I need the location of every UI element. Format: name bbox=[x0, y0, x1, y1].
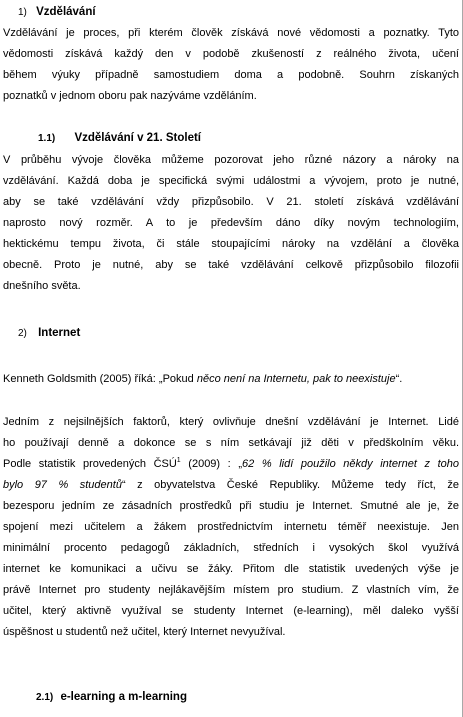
section-heading-1 bbox=[18, 2, 463, 23]
text-line: V průběhu vývoje člověka můžeme pozorovat jeho různé názory a nároky na bbox=[3, 154, 459, 166]
text-line bbox=[3, 369, 459, 390]
section-heading-2 bbox=[18, 323, 463, 344]
footnote-ref[interactable]: 1 bbox=[176, 457, 181, 464]
text-line: spojení mezi učitelem a žákem prostřednictvím internetu téměř neexistuje. Jen bbox=[3, 521, 459, 533]
stat-emphasis: bylo 97 % studentů bbox=[3, 479, 122, 491]
text-line: učitel, který aktivně využíval se studenty Internet (e-learning), měl daleko vyšší bbox=[3, 605, 459, 617]
paragraph-vzdelavani-21-stoleti bbox=[3, 150, 459, 297]
text-line: Jedním z nejsilnějších faktorů, který ovlivňuje dnešní vzdělávání je Internet. Lidé bbox=[3, 416, 459, 428]
quote-goldsmith bbox=[3, 369, 459, 390]
text-line: během výuky případně samostudiem doma a podobně. Souhrn získaných bbox=[3, 69, 459, 81]
text-line: Vzdělávání je proces, při kterém člověk získává nové vědomosti a poznatky. Tyto bbox=[3, 27, 459, 39]
text-line: bezesporu jedním ze zásadních prostředků při studiu je Internet. Smutné ale je, že bbox=[3, 500, 459, 512]
stat-suffix: “ z obyvatelstva České Republiky. Můžeme tedy říct, že bbox=[121, 479, 459, 491]
text-line bbox=[3, 475, 459, 496]
text-line: obecně. Proto je nutné, aby se také vzdělávání celkově přizpůsobilo filozofii bbox=[3, 259, 459, 271]
quote-prefix: Kenneth Goldsmith (2005) říká: „Pokud bbox=[3, 373, 197, 385]
section-number: 2) bbox=[18, 328, 27, 339]
text-line: internet ke komunikaci a učivu se žáky. Přitom dle statistik uvedených výše je bbox=[3, 563, 459, 575]
section-title: e-learning a m-learning bbox=[60, 691, 187, 703]
section-number: 1) bbox=[18, 7, 27, 18]
stat-middle: (2009) : „ bbox=[180, 458, 242, 470]
text-line: minimální procento pedagogů základních, středních i vysokých škol využívá bbox=[3, 542, 459, 554]
text-line: aby se také vzdělávání vždy přizpůsobilo. V 21. století získává vzdělávání bbox=[3, 196, 459, 208]
text-line: hektickému tempu života, či stále stoupajícími nároky na vzdělání a člověka bbox=[3, 238, 459, 250]
text-line bbox=[3, 454, 459, 475]
paragraph-internet bbox=[3, 412, 459, 643]
section-title: Vzdělávání v 21. Století bbox=[74, 132, 201, 144]
text-line: poznatků v jednom oboru pak nazýváme vzděláním. bbox=[3, 90, 257, 102]
section-number: 1.1) bbox=[38, 133, 56, 144]
section-number: 2.1) bbox=[36, 692, 54, 703]
stat-emphasis: 62 % lidí použilo někdy internet z toho bbox=[242, 458, 459, 470]
text-line: právě Internet pro studenty nejlákavějším místem pro studium. Z vlastních vím, že bbox=[3, 584, 459, 596]
text-line: vědomosti získává každý den v podobě zkušeností z reálného života, učení bbox=[3, 48, 459, 60]
stat-prefix: Podle statistik provedených ČSÚ bbox=[3, 458, 177, 470]
quote-emphasis: něco není na Internetu, pak to neexistuje bbox=[196, 373, 396, 385]
section-title: Internet bbox=[38, 327, 81, 339]
text-line: naprosto nový rozměr. A to je především dáno díky novým technologiím, bbox=[3, 217, 459, 229]
section-title: Vzdělávání bbox=[36, 6, 96, 18]
paragraph-vzdelavani bbox=[3, 23, 459, 107]
quote-suffix: “. bbox=[395, 373, 403, 385]
section-heading-2-1 bbox=[36, 687, 463, 708]
text-line: vzdělávání. Každá doba je specifická svými událostmi a vývojem, proto je nutné, bbox=[3, 175, 459, 187]
text-line: úspěšnost u studentů než učitel, který Internet nevyužíval. bbox=[3, 626, 286, 638]
section-heading-1-1 bbox=[38, 128, 463, 149]
text-line: ho používají denně a dokonce se s ním setkávají již děti v předškolním věku. bbox=[3, 437, 459, 449]
text-line: dnešního světa. bbox=[3, 280, 81, 292]
